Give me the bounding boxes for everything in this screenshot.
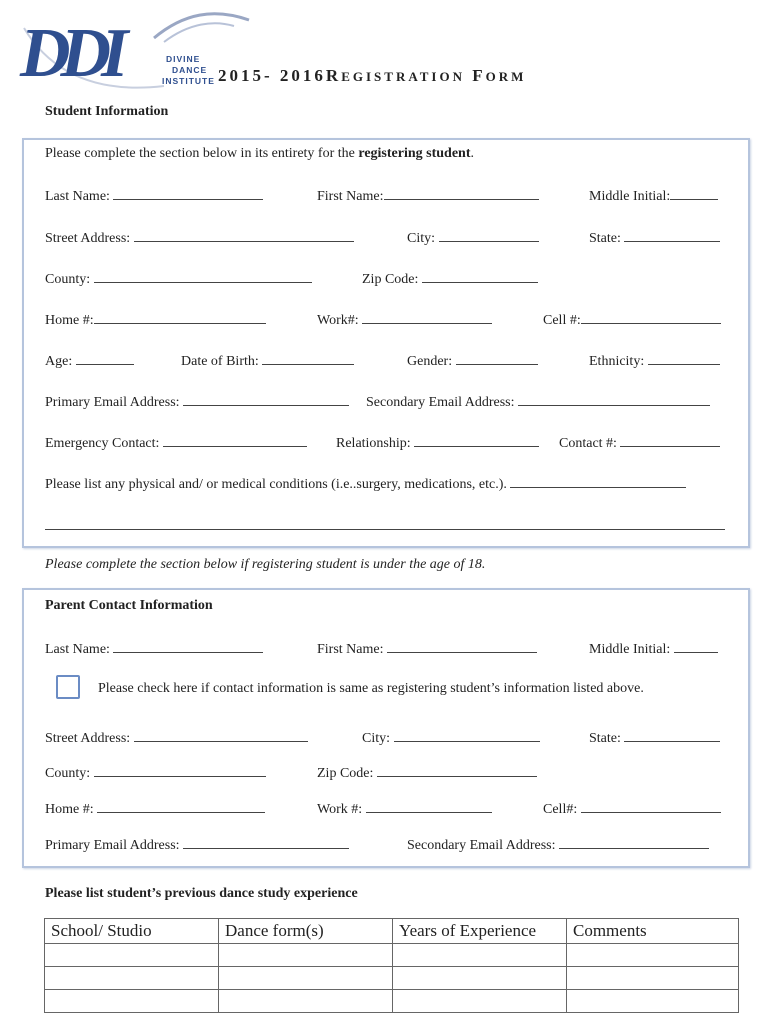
logo-line-divine: DIVINE	[166, 54, 201, 64]
student-intro-text: Please complete the section below in its entirety for the	[45, 146, 359, 161]
experience-header-row	[45, 919, 739, 944]
student-first-name-label: First Name:	[317, 189, 384, 204]
table-cell[interactable]	[219, 990, 393, 1013]
student-zip-field[interactable]	[422, 270, 538, 283]
student-relationship-field[interactable]	[414, 434, 539, 447]
student-primary-email-field[interactable]	[183, 393, 349, 406]
student-state-field[interactable]	[624, 229, 720, 242]
table-cell[interactable]	[567, 944, 739, 967]
parent-cell	[543, 800, 721, 818]
parent-first-name-field[interactable]	[387, 640, 537, 653]
student-secondary-email	[366, 393, 710, 411]
parent-state	[589, 729, 720, 747]
student-work-field[interactable]	[362, 311, 492, 324]
col-comments: Comments	[567, 919, 739, 944]
student-medical-label: Please list any physical and/ or medical conditions (i.e..surgery, medications, etc.).	[45, 477, 507, 492]
student-home	[45, 311, 266, 329]
parent-first-name	[317, 640, 537, 658]
parent-first-name-label: First Name:	[317, 642, 384, 657]
experience-table	[44, 918, 739, 1013]
table-cell[interactable]	[393, 990, 567, 1013]
student-last-name-field[interactable]	[113, 187, 263, 200]
student-medical-line-2[interactable]	[45, 529, 725, 530]
col-years-experience: Years of Experience	[393, 919, 567, 944]
table-cell[interactable]	[567, 967, 739, 990]
parent-work	[317, 800, 492, 818]
student-relationship	[336, 434, 539, 452]
table-cell[interactable]	[567, 990, 739, 1013]
student-intro-suffix: .	[470, 146, 474, 161]
student-secondary-email-field[interactable]	[518, 393, 710, 406]
student-gender-label: Gender:	[407, 354, 453, 369]
parent-work-label: Work #:	[317, 802, 363, 817]
parent-county	[45, 764, 266, 782]
parent-last-name	[45, 640, 263, 658]
parent-cell-field[interactable]	[581, 800, 721, 813]
same-info-checkbox[interactable]	[56, 675, 80, 699]
parent-zip	[317, 764, 537, 782]
parent-secondary-email-field[interactable]	[559, 836, 709, 849]
parent-primary-email-label: Primary Email Address:	[45, 838, 180, 853]
student-state-label: State:	[589, 231, 621, 246]
student-state	[589, 229, 720, 247]
parent-primary-email	[45, 836, 349, 854]
parent-county-label: County:	[45, 766, 91, 781]
student-county-field[interactable]	[94, 270, 312, 283]
parent-info-heading: Parent Contact Information	[45, 598, 213, 613]
form-title-egistration: EGISTRATION	[341, 69, 465, 84]
student-medical-field[interactable]	[510, 475, 686, 488]
student-dob-label: Date of Birth:	[181, 354, 259, 369]
student-medical	[45, 475, 686, 493]
student-contact-num-field[interactable]	[620, 434, 720, 447]
col-school-studio: School/ Studio	[45, 919, 219, 944]
col-dance-forms: Dance form(s)	[219, 919, 393, 944]
logo-letters: DDI	[20, 15, 119, 92]
parent-state-label: State:	[589, 731, 621, 746]
parent-secondary-email	[407, 836, 709, 854]
table-cell[interactable]	[45, 944, 219, 967]
student-home-label: Home #:	[45, 313, 94, 328]
logo-line-institute: INSTITUTE	[162, 76, 215, 86]
student-county	[45, 270, 312, 288]
student-age-label: Age:	[45, 354, 73, 369]
student-age	[45, 352, 134, 370]
student-work-label: Work#:	[317, 313, 359, 328]
parent-county-field[interactable]	[94, 764, 266, 777]
student-dob	[181, 352, 354, 370]
parent-middle-initial	[589, 640, 718, 658]
parent-work-field[interactable]	[366, 800, 492, 813]
student-intro-bold: registering student	[358, 146, 471, 161]
student-relationship-label: Relationship:	[336, 436, 411, 451]
student-intro	[45, 146, 474, 162]
student-dob-field[interactable]	[262, 352, 354, 365]
parent-zip-label: Zip Code:	[317, 766, 374, 781]
student-home-field[interactable]	[94, 311, 266, 324]
table-row	[45, 990, 739, 1013]
parent-primary-email-field[interactable]	[183, 836, 349, 849]
table-row	[45, 944, 739, 967]
student-street-field[interactable]	[134, 229, 354, 242]
parent-street-label: Street Address:	[45, 731, 131, 746]
parent-street-field[interactable]	[134, 729, 308, 742]
student-zip-label: Zip Code:	[362, 272, 419, 287]
student-work	[317, 311, 492, 329]
student-cell-label: Cell #:	[543, 313, 581, 328]
student-gender	[407, 352, 538, 370]
form-title-orm: ORM	[485, 69, 527, 84]
student-secondary-email-label: Secondary Email Address:	[366, 395, 515, 410]
parent-secondary-email-label: Secondary Email Address:	[407, 838, 556, 853]
under-18-note: Please complete the section below if registering student is under the age of 18.	[45, 557, 486, 572]
student-street-label: Street Address:	[45, 231, 131, 246]
student-last-name-label: Last Name:	[45, 189, 110, 204]
student-city-field[interactable]	[439, 229, 539, 242]
student-first-name-field[interactable]	[384, 187, 539, 200]
parent-zip-field[interactable]	[377, 764, 537, 777]
student-ethnicity-label: Ethnicity:	[589, 354, 645, 369]
student-zip	[362, 270, 538, 288]
student-age-field[interactable]	[76, 352, 134, 365]
student-city-label: City:	[407, 231, 436, 246]
table-cell[interactable]	[393, 967, 567, 990]
student-cell	[543, 311, 721, 329]
parent-info-box	[22, 588, 750, 868]
student-info-heading: Student Information	[45, 104, 169, 119]
parent-last-name-label: Last Name:	[45, 642, 110, 657]
parent-city	[362, 729, 540, 747]
table-cell[interactable]	[45, 967, 219, 990]
table-cell[interactable]	[45, 990, 219, 1013]
parent-middle-initial-label: Middle Initial:	[589, 642, 671, 657]
table-cell[interactable]	[219, 967, 393, 990]
student-county-label: County:	[45, 272, 91, 287]
student-street	[45, 229, 354, 247]
parent-home-field[interactable]	[97, 800, 265, 813]
form-title-r: R	[325, 66, 342, 85]
student-middle-initial-label: Middle Initial:	[589, 189, 671, 204]
parent-home	[45, 800, 265, 818]
parent-middle-initial-field[interactable]	[674, 640, 718, 653]
student-first-name	[317, 187, 539, 205]
same-info-label: Please check here if contact information is same as registering student’s information listed above.	[98, 681, 644, 696]
student-ethnicity	[589, 352, 720, 370]
student-primary-email-label: Primary Email Address:	[45, 395, 180, 410]
table-cell[interactable]	[393, 944, 567, 967]
student-emergency-label: Emergency Contact:	[45, 436, 160, 451]
student-contact-num-label: Contact #:	[559, 436, 617, 451]
student-emergency	[45, 434, 307, 452]
student-cell-field[interactable]	[581, 311, 721, 324]
student-city	[407, 229, 539, 247]
student-middle-initial	[589, 187, 718, 205]
student-contact-num	[559, 434, 720, 452]
parent-city-label: City:	[362, 731, 391, 746]
table-row	[45, 967, 739, 990]
form-title-f: F	[472, 66, 486, 85]
student-primary-email	[45, 393, 349, 411]
experience-heading: Please list student’s previous dance study experience	[45, 886, 358, 901]
table-cell[interactable]	[219, 944, 393, 967]
parent-last-name-field[interactable]	[113, 640, 263, 653]
logo-line-dance: DANCE	[172, 65, 208, 75]
parent-street	[45, 729, 308, 747]
parent-cell-label: Cell#:	[543, 802, 578, 817]
student-ethnicity-field[interactable]	[648, 352, 720, 365]
student-gender-field[interactable]	[456, 352, 538, 365]
parent-home-label: Home #:	[45, 802, 94, 817]
form-title-year: 2015- 2016	[218, 66, 326, 85]
parent-state-field[interactable]	[624, 729, 720, 742]
student-emergency-field[interactable]	[163, 434, 307, 447]
student-middle-initial-field[interactable]	[670, 187, 718, 200]
form-title	[218, 66, 526, 86]
student-last-name	[45, 187, 263, 205]
parent-city-field[interactable]	[394, 729, 540, 742]
